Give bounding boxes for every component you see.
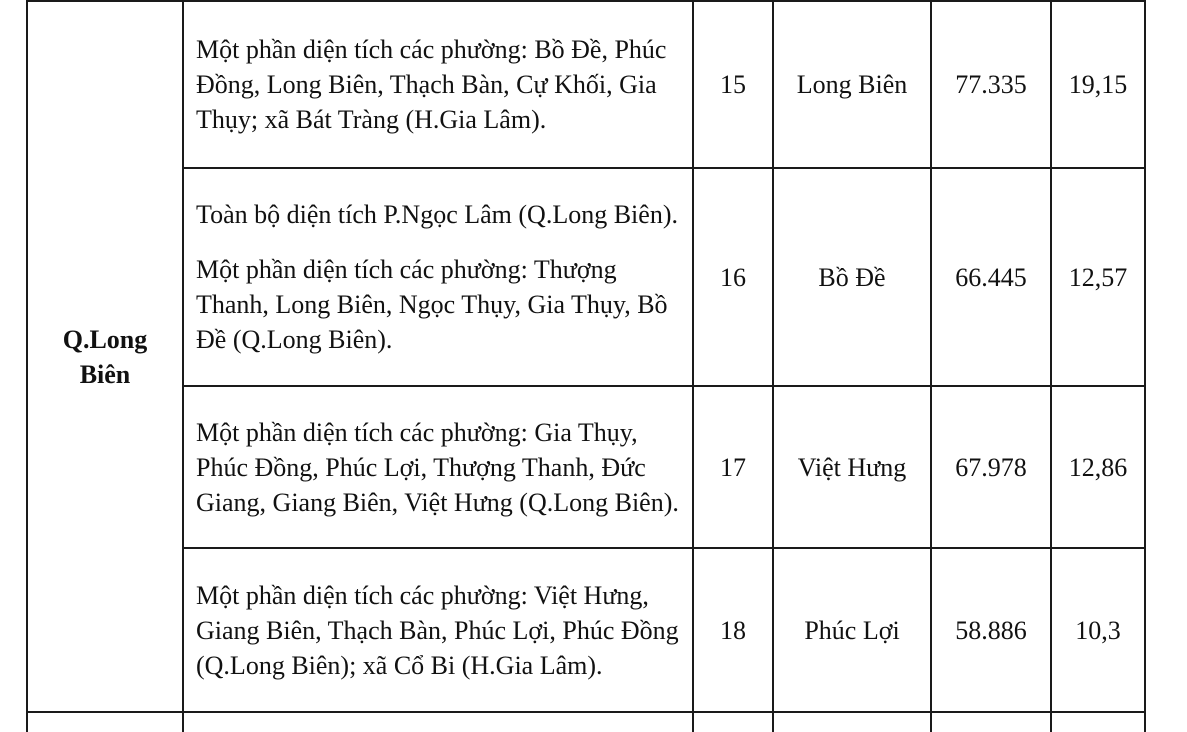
percent-value: 10,3: [1051, 548, 1145, 712]
unit-name: Long Biên: [773, 1, 931, 168]
area-description: [183, 1, 693, 168]
percent-value: 19,15: [1051, 1, 1145, 168]
unit-number: 16: [693, 168, 773, 386]
unit-number: 18: [693, 548, 773, 712]
percent-value: 12,57: [1051, 168, 1145, 386]
area-description: [183, 386, 693, 548]
area-description: [183, 168, 693, 386]
empty-cell: [773, 712, 931, 732]
empty-cell: [27, 712, 183, 732]
unit-number: 15: [693, 1, 773, 168]
empty-cell: [931, 712, 1051, 732]
population-value: 58.886: [931, 548, 1051, 712]
empty-cell: [1051, 712, 1145, 732]
table-row: [27, 168, 1145, 386]
table-row: [27, 1, 1145, 168]
unit-name: Phúc Lợi: [773, 548, 931, 712]
population-value: 67.978: [931, 386, 1051, 548]
district-label-line1: Q.Long: [62, 324, 148, 354]
table-row-next: [27, 712, 1145, 732]
unit-name: Bồ Đề: [773, 168, 931, 386]
empty-cell: [693, 712, 773, 732]
population-value: 66.445: [931, 168, 1051, 386]
district-cell: [27, 1, 183, 712]
description-paragraph: Một phần diện tích các phường: Thượng Thanh, Long Biên, Ngọc Thụy, Gia Thụy, Bồ Đề (Q.Long Biên).: [196, 255, 668, 354]
table-row: [27, 386, 1145, 548]
area-description: [183, 548, 693, 712]
description-paragraph: Một phần diện tích các phường: Bồ Đề, Phúc Đồng, Long Biên, Thạch Bàn, Cự Khối, Gia Thụy; xã Bát Tràng (H.Gia Lâm).: [196, 35, 667, 134]
description-paragraph: Một phần diện tích các phường: Gia Thụy, Phúc Đồng, Phúc Lợi, Thượng Thanh, Đức Giang, Giang Biên, Việt Hưng (Q.Long Biên).: [196, 417, 679, 517]
empty-cell: [183, 712, 693, 732]
percent-value: 12,86: [1051, 386, 1145, 548]
description-paragraph: Toàn bộ diện tích P.Ngọc Lâm (Q.Long Biên).: [196, 200, 678, 229]
ward-table: [26, 0, 1146, 732]
unit-name: Việt Hưng: [773, 386, 931, 548]
district-label-line2: Biên: [79, 359, 131, 389]
description-paragraph: Một phần diện tích các phường: Việt Hưng, Giang Biên, Thạch Bàn, Phúc Lợi, Phúc Đồng (Q.Long Biên); xã Cổ Bi (H.Gia Lâm).: [196, 580, 679, 680]
table-row: [27, 548, 1145, 712]
unit-number: 17: [693, 386, 773, 548]
population-value: 77.335: [931, 1, 1051, 168]
